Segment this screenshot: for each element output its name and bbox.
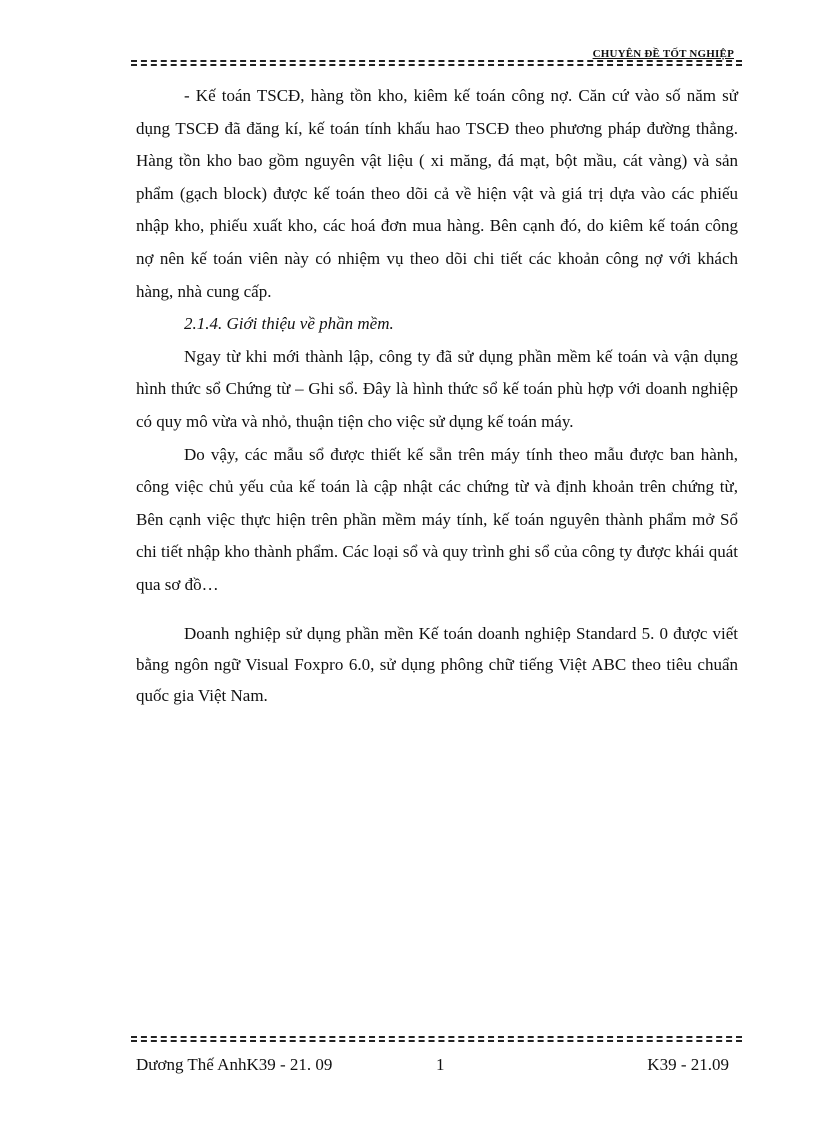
document-header-title: CHUYÊN ĐỀ TỐT NGHIỆP [592,48,734,60]
paragraph-accounting-duties: - Kế toán TSCĐ, hàng tồn kho, kiêm kế toán công nợ. Căn cứ vào số năm sử dụng TSCĐ đã đăng kí, kế toán tính khấu hao TSCĐ theo phương pháp đường thẳng. Hàng tồn kho bao gồm nguyên vật liệu ( xi măng, đá mạt, bột mầu, cát vàng) và sản phẩm (gạch block) được kế toán theo dõi cả về hiện vật và giá trị dựa vào các phiếu nhập kho, phiếu xuất kho, các hoá đơn mua hàng. Bên cạnh đó, do kiêm kế toán công nợ nên kế toán viên này có nhiệm vụ theo dõi chi tiết các khoản công nợ với khách hàng, nhà cung cấp. [136,86,738,301]
paragraph-software-intro: Ngay từ khi mới thành lập, công ty đã sử dụng phần mềm kế toán và vận dụng hình thức sổ Chứng từ – Ghi sổ. Đây là hình thức sổ kế toán phù hợp với doanh nghiệp có quy mô vừa và nhỏ, thuận tiện cho việc sử dụng kế toán máy. [136,346,738,431]
paragraph-software-details: Doanh nghiệp sử dụng phần mền Kế toán doanh nghiệp Standard 5. 0 được viết bằng ngôn ngữ Visual Foxpro 6.0, sử dụng phông chữ tiếng Việt ABC theo tiêu chuẩn quốc gia Việt Nam. [136,623,738,705]
document-body [136,80,738,711]
footer-divider [131,1036,742,1042]
section-heading-software: 2.1.4. Giới thiệu về phần mềm. [184,314,394,334]
header-divider [131,60,742,66]
footer-author: Dương Thế AnhK39 - 21. 09 [136,1055,333,1074]
footer-class-code: K39 - 21.09 [647,1055,729,1074]
paragraph-ledger-templates: Do vậy, các mẫu sổ được thiết kế sẵn trên máy tính theo mẫu được ban hành, công việc chủ yếu của kế toán là cập nhật các chứng từ và định khoản trên chứng từ, Bên cạnh việc thực hiện trên phần mềm máy tính, kế toán nguyên thành phẩm mở Sổ chi tiết nhập kho thành phẩm. Các loại sổ và quy trình ghi sổ của công ty được khái quát qua sơ đồ… [136,444,738,594]
footer-page-number: 1 [436,1055,445,1074]
